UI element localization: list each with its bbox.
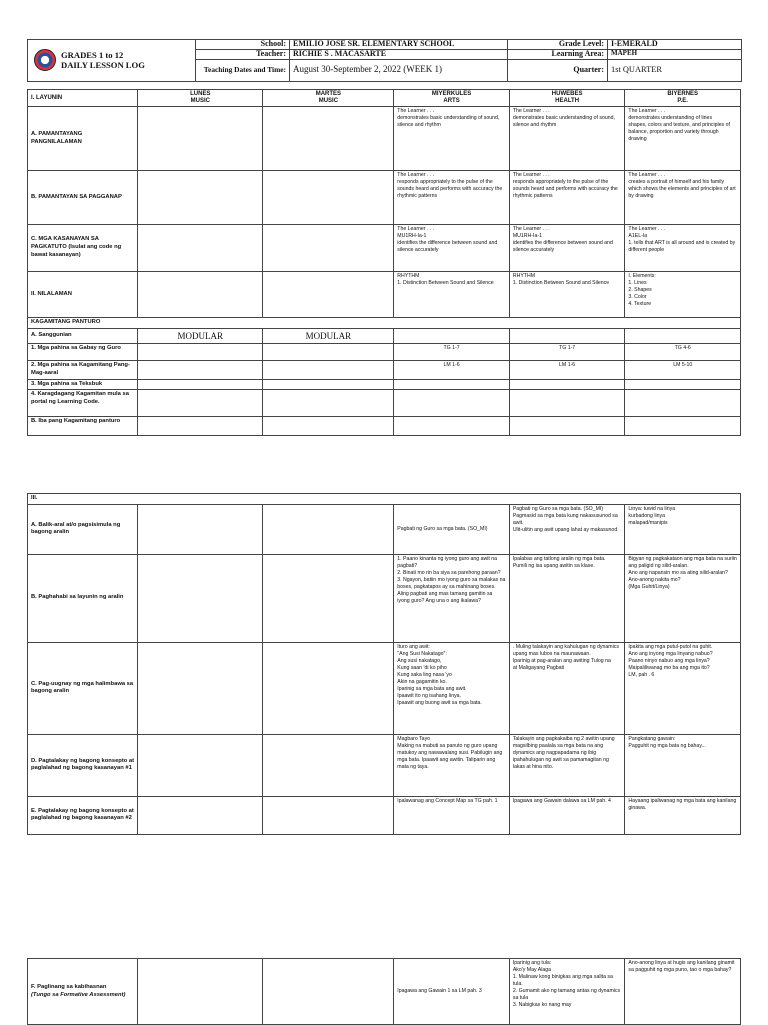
cell-thu: Talakayin ang pagkakaiba ng 2 awitin upang magsilbing paalala sa mga bata na ang dynamics ang nagpapadama ng ibig ipahahulugan ng awit sa pamamagitan ng lakas at hina nito. bbox=[509, 734, 625, 796]
cell-mon bbox=[138, 171, 263, 225]
row-label-mga-kasanayan: C. MGA KASANAYAN SA PAGKATUTO (Isulat ang code ng bawat kasanayan) bbox=[28, 225, 138, 272]
cell-thu: Ipalabas ang tatlong aralin ng mga bata. Pumili ng isa upang awitin sa klase. bbox=[509, 554, 625, 642]
cell-tue bbox=[263, 360, 394, 379]
cell-thu bbox=[509, 379, 625, 390]
row-label-paglinang: F. Paglinang sa kabihasnan (Tungo sa Formative Assessment) bbox=[28, 959, 138, 1025]
cell-fri: TG 4-6 bbox=[625, 343, 741, 360]
cell-fri bbox=[625, 328, 741, 343]
table-row bbox=[28, 360, 741, 379]
cell-thu: RHYTHM 1. Distinction Between Sound and Silence bbox=[509, 272, 625, 318]
table-row bbox=[28, 494, 741, 505]
cell-wed: The Learner . . . responds appropriately to the pulse of the sounds heard and performs with accuracy the rhythmic patterns bbox=[394, 171, 510, 225]
row-label-pagtalakay-1: D. Pagtalakay ng bagong konsepto at paglalahad ng bagong kasanayan #1 bbox=[28, 734, 138, 796]
logo-cell bbox=[28, 40, 196, 82]
row-label-pamantayan-sa-pagganap: B. PAMANTAYAN SA PAGGANAP bbox=[28, 171, 138, 225]
cell-mon bbox=[138, 554, 263, 642]
day-header-mon: LUNES MUSIC bbox=[138, 90, 263, 107]
quarter-label: Quarter: bbox=[508, 59, 608, 81]
cell-wed: The Learner . . . MU1RH-Ia-1 identifies the difference between sound and silence accurately bbox=[394, 225, 510, 272]
area-value: MAPEH bbox=[608, 49, 742, 59]
row-label-pagtalakay-2: E. Pagtalakay ng bagong konsepto at paglalahad ng bagong kasanayan #2 bbox=[28, 796, 138, 834]
cell-wed: Ipalawanag ang Concept Map sa TG pah. 1 bbox=[394, 796, 510, 834]
cell-thu: Ipagawa ang Gawain dalawa sa LM pah. 4 bbox=[509, 796, 625, 834]
day-header-thu: HUWEBES HEALTH bbox=[509, 90, 625, 107]
cell-thu: . Muling talakayin ang kahulugan ng dynamics upang mas lubos na maunawaan. Iparinig at pag-aralan ang awiting Tulog na at Maligayang Pagbati bbox=[509, 642, 625, 734]
table-row bbox=[28, 734, 741, 796]
header-table bbox=[27, 39, 742, 82]
cell-tue bbox=[263, 417, 394, 436]
grade-value: I-EMERALD bbox=[608, 40, 742, 50]
cell-fri: I. Elements: 1. Lines 2. Shapes 3. Color 4. Texture bbox=[625, 272, 741, 318]
cell-wed: Ipagawa ang Gawain 1 sa LM pah. 3 bbox=[394, 959, 510, 1025]
cell-fri: Ano-anong linya at hugis ang kanilang ginamit sa pagguhit ng mga puno, tao o mga bahay? bbox=[625, 959, 741, 1025]
area-label: Learning Area: bbox=[508, 49, 608, 59]
cell-wed bbox=[394, 390, 510, 417]
cell-tue bbox=[263, 379, 394, 390]
cell-thu: The Learner . . . responds appropriately to the pulse of the sounds heard and performs with accuracy the rhythmic patterns bbox=[509, 171, 625, 225]
lesson-table-part1 bbox=[27, 89, 741, 436]
teacher-value: RICHIE S . MACASARTE bbox=[290, 49, 508, 59]
cell-fri: The Learner . . . demonstrates understanding of lines shapes, colors and texture, and principles of balance, proportion and variety through drawing bbox=[625, 107, 741, 171]
cell-thu: LM 1-6 bbox=[509, 360, 625, 379]
cell-fri bbox=[625, 390, 741, 417]
cell-wed: Ituro ang awit: "Ang Susi Nakatago": Ang susi nakatago, Kung saan 'di ko piho Kung saka ling nasa 'yo Akin na gagamitin ko. Iparinig sa mga bata ang awit. Ipaawit ito ng isahang linya. Ipaawit ang buong awit sa mga bata. bbox=[394, 642, 510, 734]
cell-wed bbox=[394, 328, 510, 343]
cell-thu: The Learner . . . demonstrates basic understanding of sound, silence and rhythm bbox=[509, 107, 625, 171]
row-label-nilalaman: II. NILALAMAN bbox=[28, 272, 138, 318]
section-iii-label: III. bbox=[28, 494, 741, 505]
grade-label: Grade Level: bbox=[508, 40, 608, 50]
cell-thu: Iparinig ang tula: Ako'y May Alaga 1. Malinaw kong binigkas ang mga salita sa tula. 2. Gumamit ako ng tamang antas ng dynamics sa tula 3. Nabigkas ko nang may bbox=[509, 959, 625, 1025]
row-label-kagamitang-pang-mag-aaral: 2. Mga pahina sa Kagamitang Pang-Mag-aaral bbox=[28, 360, 138, 379]
cell-fri bbox=[625, 417, 741, 436]
cell-tue bbox=[263, 554, 394, 642]
cell-fri: Linya: tuwid na linya kurbadong linya malapad/manipis bbox=[625, 504, 741, 554]
cell-mon bbox=[138, 360, 263, 379]
row-label-pag-uugnay: C. Pag-uugnay ng mga halimbawa sa bagong aralin bbox=[28, 642, 138, 734]
cell-tue bbox=[263, 796, 394, 834]
table-row bbox=[28, 343, 741, 360]
school-value: EMILIO JOSE SR. ELEMENTARY SCHOOL bbox=[290, 40, 508, 50]
cell-fri: Pangkatang gawain: Pagguhit ng mga bata ng bahay... bbox=[625, 734, 741, 796]
cell-wed bbox=[394, 417, 510, 436]
cell-wed bbox=[394, 379, 510, 390]
cell-mon bbox=[138, 390, 263, 417]
cell-mon bbox=[138, 379, 263, 390]
cell-wed: RHYTHM 1. Distinction Between Sound and Silence bbox=[394, 272, 510, 318]
cell-mon bbox=[138, 107, 263, 171]
cell-fri: The Learner . . . creates a portrait of himself and his family which shows the elements and principles of art by drawing bbox=[625, 171, 741, 225]
cell-mon bbox=[138, 417, 263, 436]
cell-tue bbox=[263, 343, 394, 360]
cell-mon bbox=[138, 225, 263, 272]
cell-mon bbox=[138, 343, 263, 360]
cell-tue bbox=[263, 107, 394, 171]
modular-mon: MODULAR bbox=[138, 328, 263, 343]
table-row bbox=[28, 379, 741, 390]
cell-mon bbox=[138, 272, 263, 318]
cell-tue bbox=[263, 390, 394, 417]
table-row bbox=[28, 417, 741, 436]
dll-title-line2: DAILY LESSON LOG bbox=[61, 60, 145, 71]
day-header-tue: MARTES MUSIC bbox=[263, 90, 394, 107]
cell-tue bbox=[263, 504, 394, 554]
cell-thu bbox=[509, 417, 625, 436]
quarter-value: 1st QUARTER bbox=[608, 59, 742, 81]
cell-mon bbox=[138, 796, 263, 834]
cell-thu bbox=[509, 390, 625, 417]
cell-thu: The Learner . . . MU1RH-Ia-1 identifies the difference between sound and silence accurately bbox=[509, 225, 625, 272]
cell-wed: The Learner . . . demonstrates basic understanding of sound, silence and rhythm bbox=[394, 107, 510, 171]
table-row bbox=[28, 390, 741, 417]
cell-fri: Bigyan ng pagkakataon ang mga bata na suriin ang paligid ng silid-aralan. Ano ang napansin mo sa ating silid-aralan? Ano-anong nakita mo? (Mga Guhit/Linya) bbox=[625, 554, 741, 642]
cell-wed: 1. Paano kinanta ng iyong guro ang awit na pagbati? 2. Binati mo rin ba siya sa parehong paraan? 3. Ngayon, batiin mo iyong guro sa malakas na boses, pagkatapos ay sa mahinang boses. Aling pagbati ang mas tamang gamitin sa iyong guro? Ang una o ang ikalawa? bbox=[394, 554, 510, 642]
table-row bbox=[28, 107, 741, 171]
lesson-table-part3 bbox=[27, 493, 741, 835]
cell-fri: The Learner . . . A1EL-Ia 1. tells that ART is all around and is created by different people bbox=[625, 225, 741, 272]
cell-tue bbox=[263, 959, 394, 1025]
table-row bbox=[28, 225, 741, 272]
dates-label: Teaching Dates and Time: bbox=[196, 59, 290, 81]
row-label-teksbuk: 3. Mga pahina sa Teksbuk bbox=[28, 379, 138, 390]
layunin-header: I. LAYUNIN bbox=[28, 90, 138, 107]
cell-fri bbox=[625, 379, 741, 390]
cell-fri: Hayaang ipaliwanag ng mga bata ang kanilang ginawa. bbox=[625, 796, 741, 834]
row-label-iba-pang-kagamitang: B. Iba pang Kagamitang panturo bbox=[28, 417, 138, 436]
row-label-paghahabi: B. Paghahabi sa layunin ng aralin bbox=[28, 554, 138, 642]
cell-fri: Ipakita ang mga putul-putol na guhit. Ano ang inyong mga linyang nabuo? Paano ninyo nabuo ang mga linya? Maipaliliwanag mo ba ang mga ito? LM, pah . 6 bbox=[625, 642, 741, 734]
row-label-karagdagang-kagamitan: 4. Karagdagang Kagamitan mula sa portal ng Learning Code. bbox=[28, 390, 138, 417]
day-header-wed: MIYERKULES ARTS bbox=[394, 90, 510, 107]
row-label-balik-aral: A. Balik-aral at/o pagsisimula ng bagong aralin bbox=[28, 504, 138, 554]
table-row bbox=[28, 796, 741, 834]
row-label-gabay-ng-guro: 1. Mga pahina sa Gabay ng Guro bbox=[28, 343, 138, 360]
table-row bbox=[28, 318, 741, 329]
sanggunian-label: A. Sanggunian bbox=[28, 328, 138, 343]
table-row bbox=[28, 328, 741, 343]
table-row bbox=[28, 959, 741, 1025]
table-row bbox=[28, 554, 741, 642]
cell-tue bbox=[263, 171, 394, 225]
row-label-pamantayang-pangnilalaman: A. PAMANTAYANG PANGNILALAMAN bbox=[28, 107, 138, 171]
cell-mon bbox=[138, 642, 263, 734]
table-row bbox=[28, 642, 741, 734]
cell-wed: Pagbati ng Guro sa mga bata. (SO_MI) bbox=[394, 504, 510, 554]
cell-wed: TG 1-7 bbox=[394, 343, 510, 360]
cell-mon bbox=[138, 504, 263, 554]
cell-thu: Pagbati ng Guro sa mga bata. (SO_MI) Pagmasid sa mga bata kung nakasusunod sa awit. Ulit-ulitin ang awit upang lahat ay makasunod bbox=[509, 504, 625, 554]
cell-mon bbox=[138, 959, 263, 1025]
deped-seal-icon bbox=[34, 49, 56, 71]
cell-thu: TG 1-7 bbox=[509, 343, 625, 360]
cell-tue bbox=[263, 734, 394, 796]
day-header-fri: BIYERNES P.E. bbox=[625, 90, 741, 107]
table-row bbox=[28, 504, 741, 554]
dates-value: August 30-September 2, 2022 (WEEK 1) bbox=[290, 59, 508, 81]
cell-tue bbox=[263, 642, 394, 734]
cell-thu bbox=[509, 328, 625, 343]
cell-tue bbox=[263, 225, 394, 272]
cell-wed: Magbaro Tayo Making na mabuti sa panuto ng guro upang matukoy ang nawawalang susi. Pabilugin ang mga bata. Ipaawit ang awitin. Taliparin ang mata ng taya. bbox=[394, 734, 510, 796]
table-row bbox=[28, 171, 741, 225]
cell-tue bbox=[263, 272, 394, 318]
table-row bbox=[28, 272, 741, 318]
cell-fri: LM 5-10 bbox=[625, 360, 741, 379]
teacher-label: Teacher: bbox=[196, 49, 290, 59]
cell-wed: LM 1-6 bbox=[394, 360, 510, 379]
dll-title-line1: GRADES 1 to 12 bbox=[61, 49, 124, 60]
school-label: School: bbox=[196, 40, 290, 50]
cell-mon bbox=[138, 734, 263, 796]
kagamitang-panturo-label: KAGAMITANG PANTURO bbox=[28, 318, 741, 329]
modular-tue: MODULAR bbox=[263, 328, 394, 343]
lesson-table-part4 bbox=[27, 958, 741, 1025]
